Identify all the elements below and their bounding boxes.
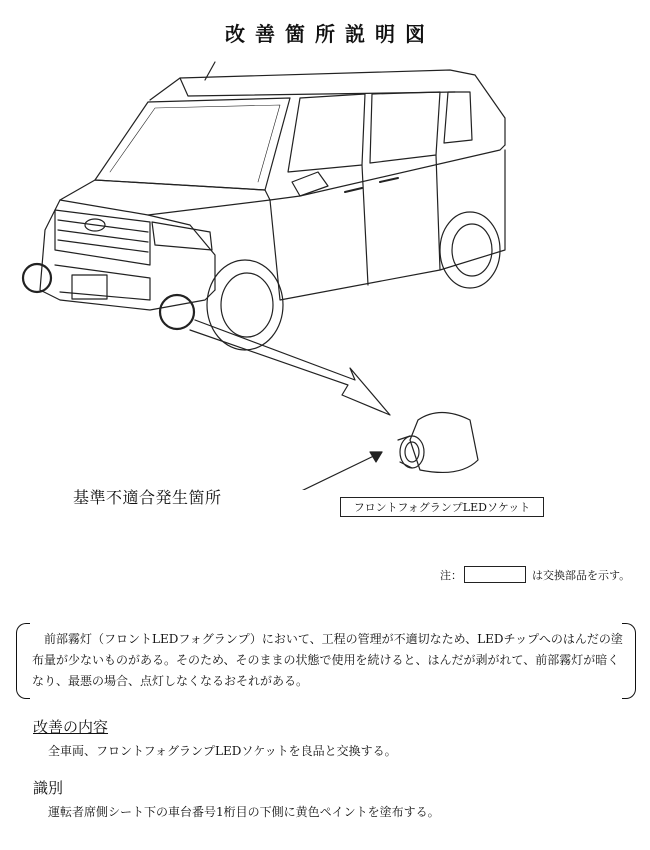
replacement-note <box>440 566 630 583</box>
note-prefix: 注： <box>440 568 462 582</box>
legend-box <box>464 566 526 583</box>
identification-heading: 識別 <box>33 779 64 797</box>
part-name-label: フロントフォグランプLEDソケット <box>340 497 544 517</box>
improvement-heading: 改善の内容 <box>33 718 109 736</box>
improvement-text: 全車両、フロントフォグランプLEDソケットを良品と交換する。 <box>48 744 397 758</box>
defect-location-label: 基準不適合発生箇所 <box>73 488 222 507</box>
description-box <box>16 623 636 699</box>
note-suffix: は交換部品を示す。 <box>532 568 631 582</box>
left-bracket <box>16 623 30 699</box>
identification-text: 運転者席側シート下の車台番号1桁目の下側に黄色ペイントを塗布する。 <box>48 805 440 819</box>
page-title: 改善箇所説明図 <box>225 22 435 46</box>
car-illustration <box>0 50 650 490</box>
description-text: 前部霧灯（フロントLEDフォグランプ）において、工程の管理が不適切なため、LEDチップへのはんだの塗布量が少ないものがある。そのため、そのままの状態で使用を続けると、はんだが剥がれて、前部霧灯が暗くなり、最悪の場合、点灯しなくなるおそれがある。 <box>32 632 623 688</box>
